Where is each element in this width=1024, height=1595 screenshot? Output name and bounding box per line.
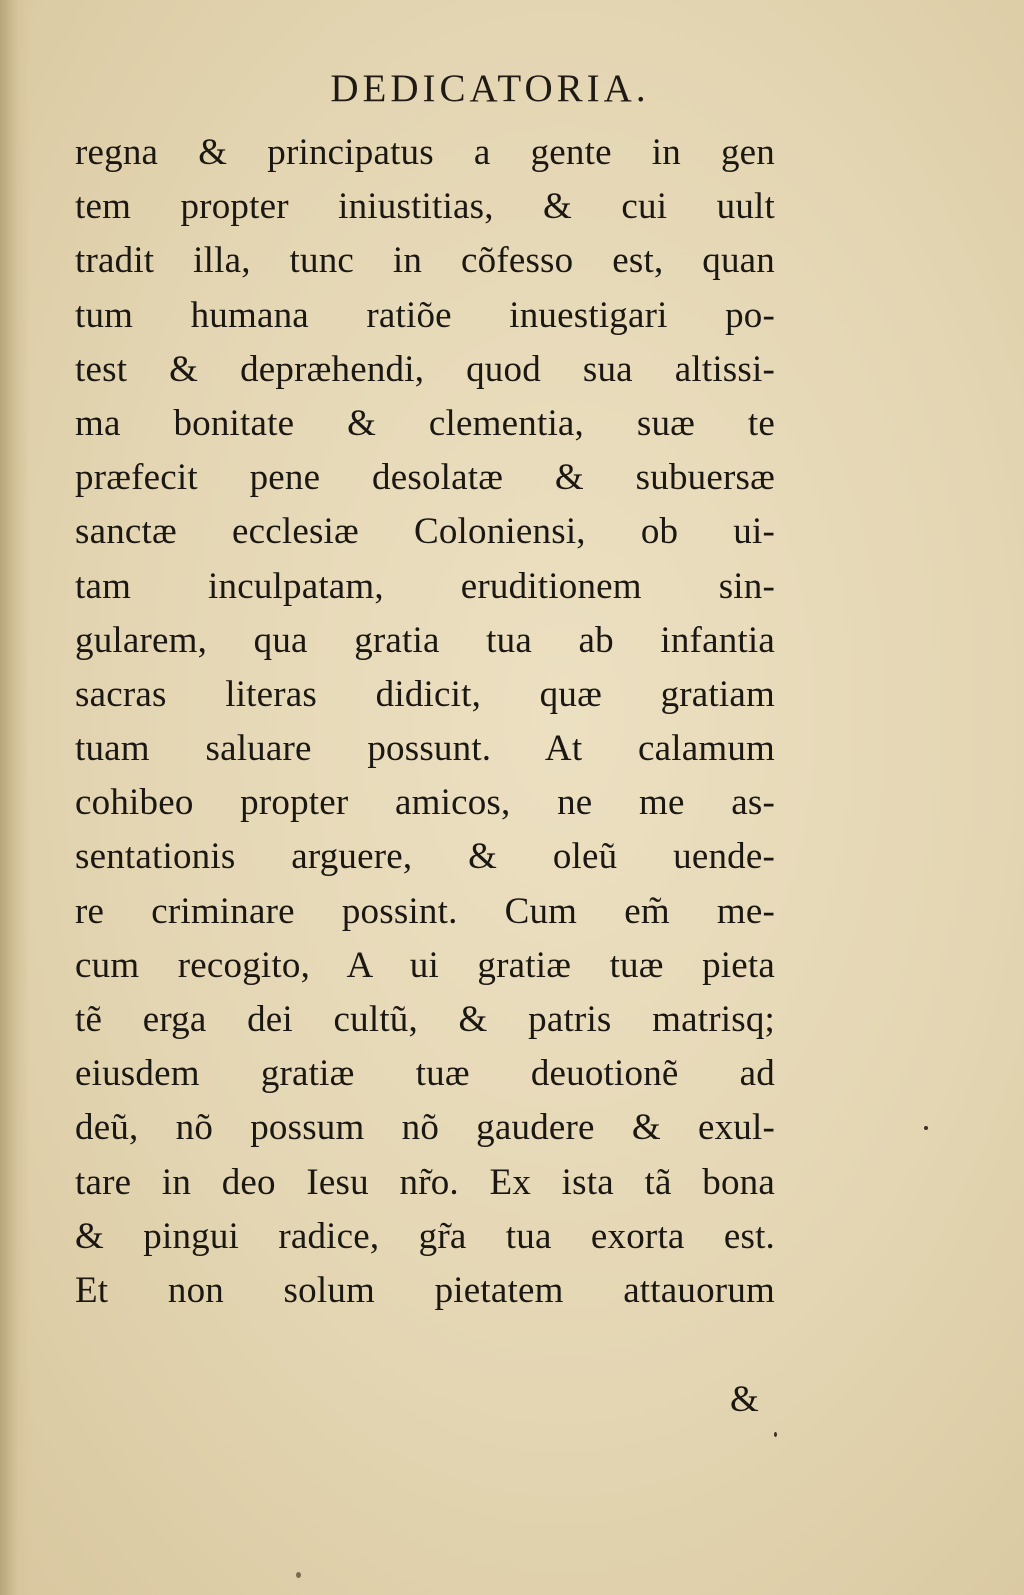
text-line: tuam saluare possunt. At calamum [75,728,775,770]
text-line: gularem, qua gratia tua ab infantia [75,619,775,661]
ink-speck [924,1126,928,1130]
text-line: tradit illa, tunc in cõfesso est, quan [75,240,775,282]
ink-speck [774,1432,777,1437]
text-line: cum recogito, A ui gratiæ tuæ pieta [75,944,775,986]
text-line: sanctæ ecclesiæ Coloniensi, ob ui- [75,511,775,553]
text-line: re criminare possint. Cum em̃ me- [75,890,775,932]
text-line: præfecit pene desolatæ & subuersæ [75,457,775,499]
text-line: eiusdem gratiæ tuæ deuotionẽ ad [75,1053,775,1095]
text-line: cohibeo propter amicos, ne me as- [75,782,775,824]
text-line: sentationis arguere, & oleũ uende- [75,836,775,878]
text-line: sacras literas didicit, quæ gratiam [75,673,775,715]
text-line: tẽ erga dei cultũ, & patris matrisq; [75,999,775,1040]
text-line: tum humana ratiõe inuestigari po- [75,294,775,336]
text-line: tam inculpatam, eruditionem sin- [75,565,775,607]
text-line: ma bonitate & clementia, suæ te [75,402,775,444]
text-line: & pingui radice, gr̃a tua exorta est. [75,1215,775,1257]
text-line: Et non solum pietatem attauorum [75,1269,775,1311]
body-text [75,126,775,1318]
text-line: tem propter iniustitias, & cui uult [75,186,775,228]
ink-speck [296,1572,301,1578]
catchword: & [730,1379,759,1420]
running-header: DEDICATORIA. [330,67,650,110]
text-line: tare in deo Iesu nr̃o. Ex ista tã bona [75,1161,775,1203]
text-line: deũ, nõ possum nõ gaudere & exul- [75,1107,775,1149]
page-gutter-shadow [0,0,30,1595]
text-line: test & depræhendi, quod sua altissi- [75,348,775,390]
text-line: regna & principatus a gente in gen [75,132,775,173]
